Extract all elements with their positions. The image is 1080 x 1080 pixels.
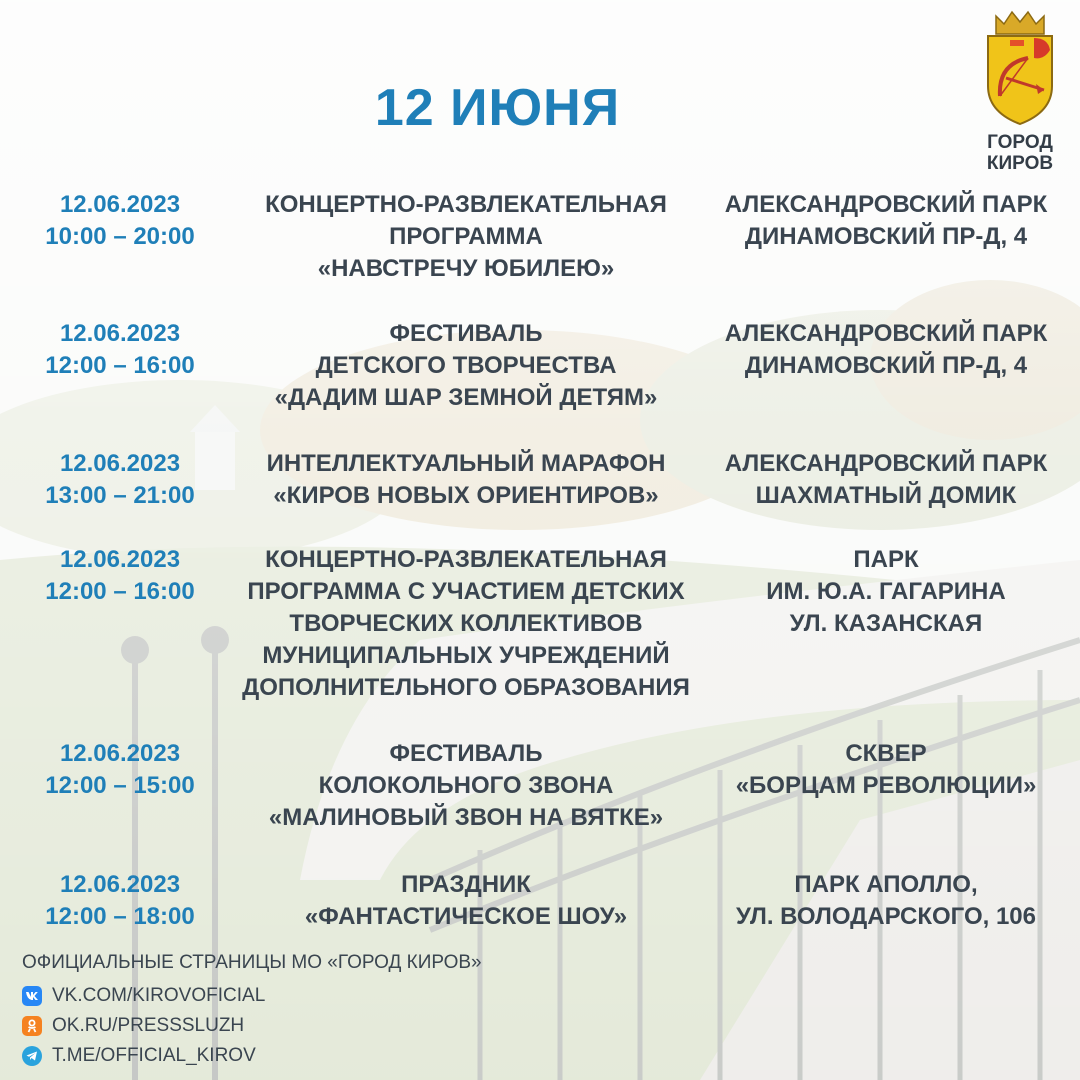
event-datetime bbox=[20, 544, 220, 608]
event-place bbox=[716, 738, 1056, 802]
event-place-line: АЛЕКСАНДРОВСКИЙ ПАРК bbox=[724, 320, 1048, 347]
event-place-line: ШАХМАТНЫЙ ДОМИК bbox=[755, 482, 1017, 509]
footer-social-links bbox=[22, 950, 482, 1071]
event-place bbox=[716, 189, 1056, 253]
event-name bbox=[222, 738, 710, 834]
event-place bbox=[716, 448, 1056, 512]
event-datetime bbox=[20, 189, 220, 253]
event-datetime bbox=[20, 738, 220, 802]
ok-icon bbox=[22, 1016, 42, 1036]
event-place bbox=[716, 318, 1056, 382]
event-date: 12.06.2023 bbox=[59, 320, 181, 347]
telegram-icon bbox=[22, 1046, 42, 1066]
city-logo bbox=[978, 8, 1062, 174]
social-link-vk[interactable] bbox=[22, 981, 482, 1011]
social-link-telegram[interactable] bbox=[22, 1041, 482, 1071]
event-date: 12.06.2023 bbox=[59, 191, 181, 218]
event-name bbox=[222, 869, 710, 933]
event-name-line: «ФАНТАСТИЧЕСКОЕ ШОУ» bbox=[304, 903, 628, 930]
social-link-text[interactable]: OK.RU/PRESSSLUZH bbox=[52, 1015, 245, 1036]
page-title: 12 ИЮНЯ bbox=[374, 79, 621, 137]
event-date: 12.06.2023 bbox=[59, 740, 181, 767]
event-name-line: ПРОГРАММА С УЧАСТИЕМ ДЕТСКИХ bbox=[247, 578, 685, 605]
event-place bbox=[716, 869, 1056, 933]
event-name-line: ДЕТСКОГО ТВОРЧЕСТВА bbox=[315, 352, 617, 379]
event-place-line: УЛ. ВОЛОДАРСКОГО, 106 bbox=[735, 903, 1036, 930]
logo-caption-line: ГОРОД bbox=[987, 132, 1053, 153]
event-name-line: «НАВСТРЕЧУ ЮБИЛЕЮ» bbox=[317, 255, 615, 282]
social-link-text[interactable]: VK.COM/KIROVOFICIAL bbox=[52, 985, 266, 1006]
event-date: 12.06.2023 bbox=[59, 450, 181, 477]
logo-caption bbox=[978, 132, 1062, 174]
event-name bbox=[222, 318, 710, 414]
event-date: 12.06.2023 bbox=[59, 546, 181, 573]
event-time: 13:00 – 21:00 bbox=[45, 482, 195, 509]
event-name-line: ПРАЗДНИК bbox=[401, 871, 531, 898]
coat-of-arms-icon bbox=[982, 8, 1058, 126]
event-name-line: ДОПОЛНИТЕЛЬНОГО ОБРАЗОВАНИЯ bbox=[242, 674, 690, 701]
event-time: 12:00 – 18:00 bbox=[45, 903, 195, 930]
event-place-line: ПАРК АПОЛЛО, bbox=[794, 871, 978, 898]
event-datetime bbox=[20, 318, 220, 382]
event-time: 12:00 – 16:00 bbox=[45, 352, 195, 379]
event-place-line: АЛЕКСАНДРОВСКИЙ ПАРК bbox=[724, 191, 1048, 218]
event-place-line: СКВЕР bbox=[845, 740, 927, 767]
event-date: 12.06.2023 bbox=[59, 871, 181, 898]
event-name-line: «ДАДИМ ШАР ЗЕМНОЙ ДЕТЯМ» bbox=[274, 384, 658, 411]
social-link-ok[interactable] bbox=[22, 1011, 482, 1041]
event-name-line: «МАЛИНОВЫЙ ЗВОН НА ВЯТКЕ» bbox=[268, 804, 664, 831]
event-name-line: КОНЦЕРТНО-РАЗВЛЕКАТЕЛЬНАЯ bbox=[265, 191, 667, 218]
event-name-line: КОНЦЕРТНО-РАЗВЛЕКАТЕЛЬНАЯ bbox=[265, 546, 667, 573]
event-name bbox=[222, 544, 710, 704]
event-time: 12:00 – 15:00 bbox=[45, 772, 195, 799]
vk-icon bbox=[22, 986, 42, 1006]
event-name-line: КОЛОКОЛЬНОГО ЗВОНА bbox=[318, 772, 614, 799]
event-time: 10:00 – 20:00 bbox=[45, 223, 195, 250]
event-name bbox=[222, 448, 710, 512]
event-place-line: ПАРК bbox=[853, 546, 919, 573]
event-name bbox=[222, 189, 710, 285]
event-name-line: ФЕСТИВАЛЬ bbox=[389, 320, 543, 347]
event-name-line: «КИРОВ НОВЫХ ОРИЕНТИРОВ» bbox=[273, 482, 659, 509]
social-link-text[interactable]: T.ME/OFFICIAL_KIROV bbox=[52, 1045, 256, 1066]
event-place-line: ИМ. Ю.А. ГАГАРИНА bbox=[766, 578, 1006, 605]
event-place-line: УЛ. КАЗАНСКАЯ bbox=[789, 610, 983, 637]
event-datetime bbox=[20, 869, 220, 933]
logo-caption-line: КИРОВ bbox=[986, 153, 1054, 174]
event-name-line: ТВОРЧЕСКИХ КОЛЛЕКТИВОВ bbox=[289, 610, 643, 637]
event-name-line: ПРОГРАММА bbox=[389, 223, 543, 250]
event-place-line: «БОРЦАМ РЕВОЛЮЦИИ» bbox=[735, 772, 1037, 799]
event-name-line: ИНТЕЛЛЕКТУАЛЬНЫЙ МАРАФОН bbox=[266, 450, 666, 477]
event-name-line: ФЕСТИВАЛЬ bbox=[389, 740, 543, 767]
event-time: 12:00 – 16:00 bbox=[45, 578, 195, 605]
event-datetime bbox=[20, 448, 220, 512]
footer-title: ОФИЦИАЛЬНЫЕ СТРАНИЦЫ МО «ГОРОД КИРОВ» bbox=[22, 952, 482, 973]
event-place-line: ДИНАМОВСКИЙ ПР-Д, 4 bbox=[744, 223, 1028, 250]
event-place bbox=[716, 544, 1056, 640]
event-place-line: ДИНАМОВСКИЙ ПР-Д, 4 bbox=[744, 352, 1028, 379]
event-name-line: МУНИЦИПАЛЬНЫХ УЧРЕЖДЕНИЙ bbox=[262, 642, 670, 669]
event-place-line: АЛЕКСАНДРОВСКИЙ ПАРК bbox=[724, 450, 1048, 477]
